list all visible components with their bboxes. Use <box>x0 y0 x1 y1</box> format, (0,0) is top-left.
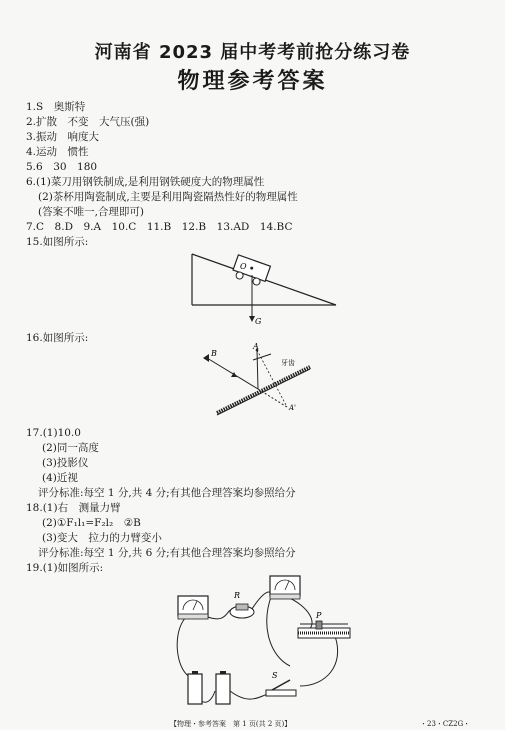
answer-18-3: (3)变大 拉力的力臂变小 <box>42 532 162 544</box>
answer-17-score: 评分标准:每空 1 分,共 4 分;有其他合理答案均参照给分 <box>38 487 296 499</box>
answer-6-part-2: (2)茶杯用陶瓷制成,主要是利用陶瓷隔热性好的物理属性 <box>38 191 298 203</box>
label-g: G <box>255 317 262 326</box>
answer-6-note: (答案不唯一,合理即可) <box>38 206 145 218</box>
switch-icon <box>266 680 296 696</box>
label-s: S <box>272 671 278 680</box>
answer-6-part-1: 6.(1)菜刀用钢铁制成,是利用钢铁硬度大的物理属性 <box>26 176 265 188</box>
label-o: O <box>240 262 247 271</box>
resistor-icon <box>230 604 254 618</box>
answer-1: 1.S 奥斯特 <box>26 101 86 113</box>
answer-5: 5.6 30 180 <box>26 161 98 173</box>
answer-2: 2.扩散 不变 大气压(强) <box>26 116 150 128</box>
answer-18-1: 18.(1)右 测量力臂 <box>26 502 121 514</box>
page-footer: 【物理・参考答案 第 1 页(共 2 页)】 <box>170 720 292 728</box>
label-b: B <box>211 349 217 358</box>
figure-15-incline <box>190 252 340 327</box>
answer-16: 16.如图所示: <box>26 332 89 344</box>
voltmeter-icon <box>270 576 300 599</box>
answer-18-2: (2)①F₁l₁=F₂l₂ ②B <box>42 517 141 529</box>
answer-15: 15.如图所示: <box>26 236 89 248</box>
rheostat-icon <box>298 621 350 638</box>
answer-7-14: 7.C 8.D 9.A 10.C 11.B 12.B 13.AD 14.BC <box>26 221 293 233</box>
exam-title: 河南省 2023 届中考考前抢分练习卷 <box>94 42 411 63</box>
answer-17-2: (2)同一高度 <box>42 442 99 454</box>
answer-18-score: 评分标准:每空 1 分,共 6 分;有其他合理答案均参照给分 <box>38 547 296 559</box>
battery-icon <box>188 671 230 704</box>
label-a-prime: A' <box>289 404 296 412</box>
label-r: R <box>234 591 241 600</box>
answer-17-3: (3)投影仪 <box>42 457 89 469</box>
answer-19-1: 19.(1)如图所示: <box>26 562 104 574</box>
answer-key-title: 物理参考答案 <box>177 69 328 94</box>
figure-16-reflection <box>195 342 325 422</box>
answer-3: 3.振动 响度大 <box>26 131 100 143</box>
label-teeth: 牙齿 <box>281 359 295 367</box>
figure-19-circuit <box>160 566 360 716</box>
page-code: ・23・CZ2G・ <box>420 720 471 728</box>
answer-17-4: (4)近视 <box>42 472 78 484</box>
ammeter-icon <box>178 596 208 619</box>
answer-17-1: 17.(1)10.0 <box>26 427 81 439</box>
answer-4: 4.运动 惯性 <box>26 146 89 158</box>
label-p: P <box>316 611 322 620</box>
label-a: A <box>253 342 259 351</box>
